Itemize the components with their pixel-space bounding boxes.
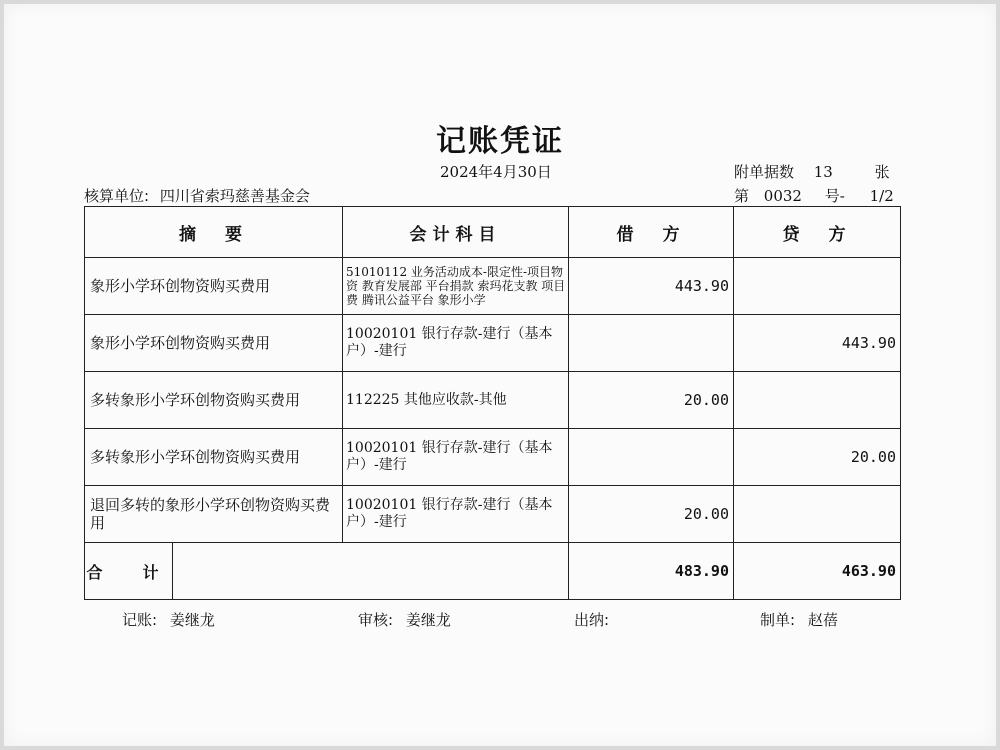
- accounting-unit: [84, 185, 310, 206]
- table-row: [85, 315, 901, 372]
- header-account: 会计科目: [343, 207, 569, 258]
- unit-label: 核算单位:: [84, 187, 150, 205]
- summary-cell: 多转象形小学环创物资购买费用: [85, 372, 343, 429]
- summary-cell: 退回多转的象形小学环创物资购买费用: [85, 486, 343, 543]
- header-debit: 借 方: [569, 207, 734, 258]
- bookkeeper: [122, 609, 215, 630]
- reviewer: [358, 609, 451, 630]
- table-header-row: [85, 207, 901, 258]
- attachments-unit: 张: [874, 163, 890, 181]
- summary-cell: 多转象形小学环创物资购买费用: [85, 429, 343, 486]
- debit-cell: 20.00: [569, 486, 734, 543]
- bookkeeper-label: 记账:: [122, 611, 158, 629]
- unit-name: 四川省索玛慈善基金会: [159, 187, 310, 205]
- voucher-number-suffix: 号-: [824, 187, 845, 205]
- attachments-count: 13: [813, 163, 833, 181]
- voucher-number: [734, 185, 894, 206]
- reviewer-label: 审核:: [358, 611, 394, 629]
- preparer-name: 赵蓓: [807, 611, 838, 629]
- attachments-info: [734, 161, 890, 182]
- credit-cell: [734, 372, 901, 429]
- table-row: [85, 372, 901, 429]
- total-debit: 483.90: [569, 543, 734, 600]
- table-row: [85, 429, 901, 486]
- preparer-label: 制单:: [760, 611, 796, 629]
- total-credit: 463.90: [734, 543, 901, 600]
- reviewer-name: 姜继龙: [405, 611, 451, 629]
- account-cell: 112225 其他应收款-其他: [343, 372, 569, 429]
- table-row: [85, 486, 901, 543]
- account-cell: 10020101 银行存款-建行（基本户）-建行: [343, 486, 569, 543]
- debit-cell: [569, 315, 734, 372]
- voucher-page: [4, 4, 996, 746]
- credit-cell: [734, 258, 901, 315]
- total-blank-cell: [173, 543, 569, 600]
- voucher-page: 1/2: [869, 187, 894, 205]
- debit-cell: 20.00: [569, 372, 734, 429]
- summary-cell: 象形小学环创物资购买费用: [85, 258, 343, 315]
- voucher-table: [84, 206, 901, 600]
- credit-cell: [734, 486, 901, 543]
- credit-cell: 443.90: [734, 315, 901, 372]
- debit-cell: [569, 429, 734, 486]
- cashier: [574, 609, 617, 630]
- header-summary: 摘 要: [85, 207, 343, 258]
- bookkeeper-name: 姜继龙: [169, 611, 215, 629]
- account-cell: 51010112 业务活动成本-限定性-项目物资 教育发展部 平台捐款 索玛花支教 项目费 腾讯公益平台 象形小学: [343, 258, 569, 315]
- attachments-label: 附单据数: [734, 163, 795, 181]
- voucher-title: 记账凭证: [436, 124, 564, 159]
- preparer: [760, 609, 838, 630]
- voucher-number-prefix: 第: [734, 187, 750, 205]
- total-row: [85, 543, 901, 600]
- account-cell: 10020101 银行存款-建行（基本户）-建行: [343, 429, 569, 486]
- total-label: 合 计: [85, 543, 173, 600]
- voucher-date: 2024年4月30日: [440, 163, 552, 181]
- summary-cell: 象形小学环创物资购买费用: [85, 315, 343, 372]
- credit-cell: 20.00: [734, 429, 901, 486]
- cashier-label: 出纳:: [574, 611, 610, 629]
- table-row: [85, 258, 901, 315]
- header-credit: 贷 方: [734, 207, 901, 258]
- debit-cell: 443.90: [569, 258, 734, 315]
- account-cell: 10020101 银行存款-建行（基本户）-建行: [343, 315, 569, 372]
- voucher-number-value: 0032: [763, 187, 802, 205]
